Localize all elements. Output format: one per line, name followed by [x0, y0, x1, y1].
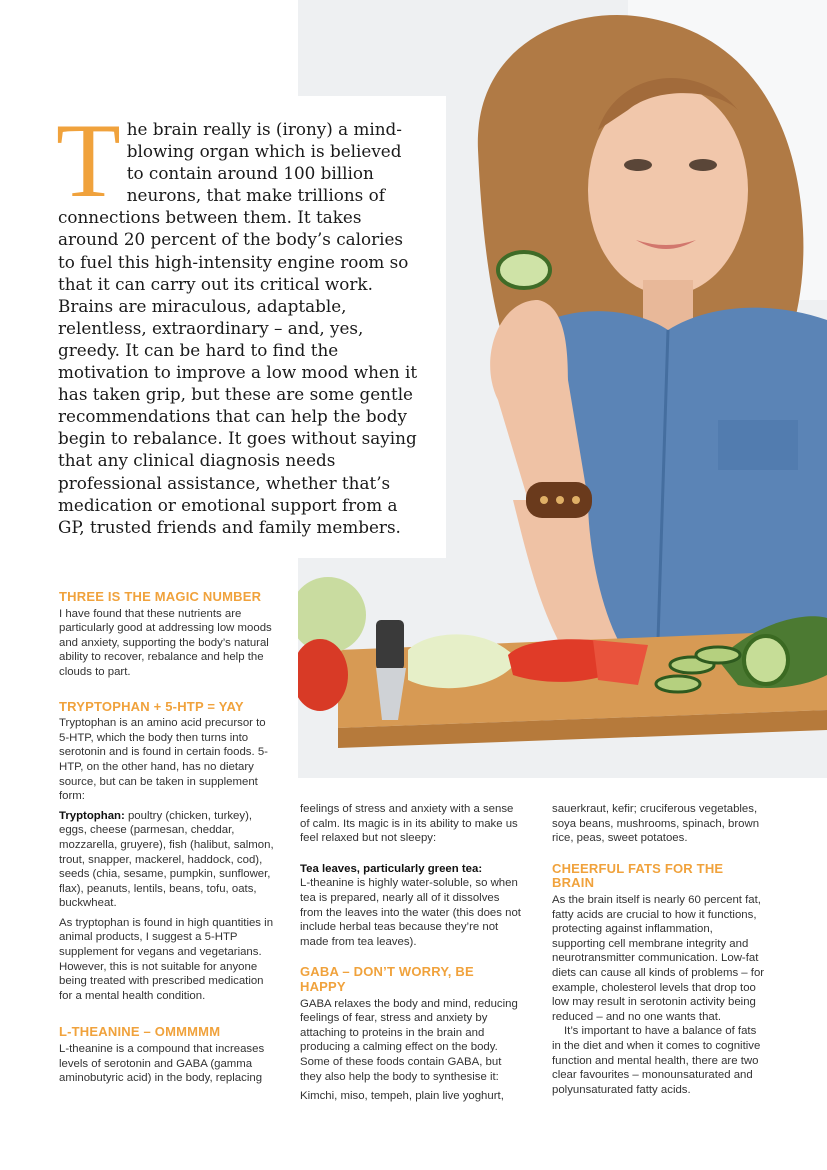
l-theanine-text: L-theanine is a compound that increases levels of serotonin and GABA (gamma aminobutyric acid) in the body, replacing — [59, 1043, 265, 1085]
gaba-foods: Kimchi, miso, tempeh, plain live yoghurt, — [300, 1090, 504, 1103]
tryptophan-note: As tryptophan is found in high quantities in animal products, I suggest a 5-HTP supplement for vegans and vegetarians. However, this is not suitable for anyone being treated with prescribed medication for a mental health condition. — [59, 916, 274, 1002]
l-theanine-continued: feelings of stress and anxiety with a sense of calm. Its magic is in its ability to make us feel relaxed but not sleepy: — [300, 803, 518, 845]
drop-cap: T — [56, 102, 121, 219]
cheerful-fats-text: As the brain itself is nearly 60 percent fat, fatty acids are crucial to how it functions, protecting against inflammation, supporting cell membrane integrity and neurotransmitter communication. Low-fat diets can cause all kinds of problems – for example, cholesterol levels that drop too low may result in serotonin activity being reduced – and no one wants that. — [552, 893, 765, 1023]
column-2 — [300, 802, 522, 1109]
gaba-foods-continued: sauerkraut, kefir; cruciferous vegetables, soya beans, mushrooms, spinach, brown rice, peas, sweet potatoes. — [552, 803, 760, 845]
gaba-text: GABA relaxes the body and mind, reducing feelings of fear, stress and anxiety by attaching to proteins in the brain and producing a calming effect on the body. Some of these foods contain GABA, but they also help the body to synthesise it: — [300, 997, 518, 1083]
cheerful-fats-text-2: It’s important to have a balance of fats in the diet and when it comes to cognitive function and mental health, there are two clear favourites – monounsaturated and polyunsaturated fatty acids. — [552, 1025, 761, 1096]
column-3 — [552, 802, 766, 1102]
column-1 — [59, 590, 275, 1091]
tea-leaves-text: L-theanine is highly water-soluble, so when tea is prepared, nearly all of it dissolves from the leaves into the water (this does not include herbal teas because they’re not made from tea leaves). — [300, 877, 521, 948]
tryptophan-foods-list: poultry (chicken, turkey), eggs, cheese (parmesan, cheddar, mozzarella, gruyere), fish (halibut, salmon, trout, snapper, mackerel, haddock, cod), seeds (chia, sesame, pumpkin, sunflower, flax), peanuts, lentils, beans, tofu, oats, buckwheat. — [59, 809, 274, 910]
magic-number-text: I have found that these nutrients are particularly good at addressing low moods and anxiety, supporting the body’s natural ability to recover, rebalance and help the clouds to part. — [59, 607, 272, 678]
heading-l-theanine: L-THEANINE – OMMMMM — [59, 1024, 221, 1040]
heading-gaba: GABA – DON’T WORRY, BE HAPPY — [300, 964, 474, 994]
tryptophan-text: Tryptophan is an amino acid precursor to 5-HTP, which the body then turns into serotonin and is found in certain foods. 5-HTP, on the other hand, has no dietary source, but can be taken in supplement form: — [59, 717, 268, 803]
tryptophan-label: Tryptophan: — [59, 809, 125, 822]
tryptophan-foods — [59, 809, 275, 911]
heading-cheerful-fats: CHEERFUL FATS FOR THE BRAIN — [552, 860, 724, 891]
intro-paragraph — [56, 102, 420, 538]
tea-leaves-label: Tea leaves, particularly green tea: — [300, 862, 483, 875]
intro-text: he brain really is (irony) a mind-blowing organ which is believed to contain around 100 billion neurons, that make trillions of connections between them. It takes around 20 percent of the body’s calories to fuel this high-intensity engine room so that it can carry out its critical work. Brains are miraculous, adaptable, relentless, extraordinary – and, yes, greedy. It can be hard to find the motivation to improve a low mood when it has taken grip, but these are some gentle recommendations that can help the body begin to rebalance. It goes without saying that any clinical diagnosis needs professional assistance, whether that’s medication or emotional support from a GP, trusted friends and family members. — [58, 119, 418, 537]
heading-magic-number: THREE IS THE MAGIC NUMBER — [59, 589, 262, 604]
heading-tryptophan: TRYPTOPHAN + 5-HTP = YAY — [59, 698, 244, 714]
